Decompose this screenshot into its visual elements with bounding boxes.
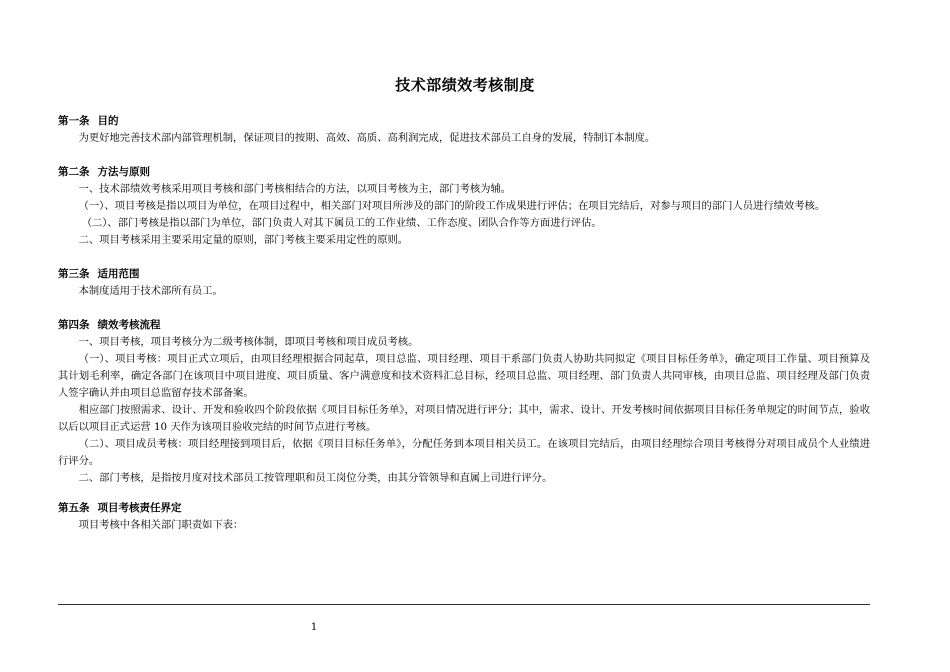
section-number: 第四条: [58, 319, 90, 331]
section-number: 第三条: [58, 268, 90, 280]
page-number: 1: [310, 622, 318, 633]
section-heading: [58, 317, 870, 334]
section-heading: [58, 113, 870, 130]
section-responsibility: [58, 500, 870, 534]
section-number: 第五条: [58, 502, 90, 514]
section-title: 方法与原则: [97, 166, 150, 178]
section-process: [58, 317, 870, 487]
section-methods: [58, 164, 870, 249]
section-heading: [58, 500, 870, 517]
section-purpose: [58, 113, 870, 147]
spacer: [58, 487, 870, 500]
paragraph: （二）、部门考核是指以部门为单位，部门负责人对其下属员工的工作业绩、工作态度、团队合作等方面进行评估。: [81, 217, 602, 229]
section-heading: [58, 266, 870, 283]
section-number: 第二条: [58, 166, 90, 178]
section-title: 绩效考核流程: [97, 319, 161, 331]
footer-divider: [58, 604, 870, 605]
paragraph: 项目考核中各相关部门职责如下表：: [78, 519, 244, 531]
section-title: 适用范围: [97, 268, 140, 280]
document-body: [58, 113, 870, 534]
document-title: 技术部绩效考核制度: [395, 76, 535, 94]
paragraph: （一）、项目考核：项目正式立项后，由项目经理根据合同起草，项目总监、项目经理、项目干系部门负责人协助共同拟定《项目目标任务单》，确定项目工作量、项目预算及其计划毛利率，确定各部门在该项目中项目进度、项目质量、客户满意度和技术资料汇总目标，经项目总监、项目经理、部门负责人共同审核，由项目总监、项目经理及部门负责人签字确认并由项目总监留存技术部备案。: [58, 353, 870, 399]
section-scope: [58, 266, 870, 300]
paragraph: （二）、项目成员考核：项目经理接到项目后，依据《项目目标任务单》，分配任务到本项目相关员工。在该项目完结后，由项目经理综合项目考核得分对项目成员个人业绩进行评分。: [58, 438, 870, 467]
paragraph: 相应部门按照需求、设计、开发和验收四个阶段依据《项目目标任务单》，对项目情况进行评分；其中，需求、设计、开发考核时间依据项目目标任务单规定的时间节点，验收以后以项目正式运营 10 天作为该项目验收完结的时间节点进行考核。: [58, 404, 870, 433]
section-number: 第一条: [58, 115, 90, 127]
spacer: [58, 147, 870, 164]
paragraph: 一、技术部绩效考核采用项目考核和部门考核相结合的方法，以项目考核为主，部门考核为辅。: [78, 183, 512, 195]
section-title: 目的: [97, 115, 119, 127]
paragraph: 一、项目考核，项目考核分为二级考核体制，即项目考核和项目成员考核。: [78, 336, 419, 348]
spacer: [58, 249, 870, 266]
spacer: [58, 300, 870, 317]
paragraph: 本制度适用于技术部所有员工。: [78, 285, 223, 297]
paragraph: 为更好地完善技术部内部管理机制，保证项目的按期、高效、高质、高利润完成，促进技术部员工自身的发展，特制订本制度。: [78, 132, 656, 144]
section-heading: [58, 164, 870, 181]
section-title: 项目考核责任界定: [97, 502, 182, 514]
paragraph: 二、部门考核，是指按月度对技术部员工按管理职和员工岗位分类，由其分管领导和直属上司进行评分。: [78, 472, 553, 484]
paragraph: （一）、项目考核是指以项目为单位，在项目过程中，相关部门对项目所涉及的部门的阶段工作成果进行评估；在项目完结后，对参与项目的部门人员进行绩效考核。: [78, 200, 826, 212]
paragraph: 二、项目考核采用主要采用定量的原则，部门考核主要采用定性的原则。: [78, 234, 409, 246]
